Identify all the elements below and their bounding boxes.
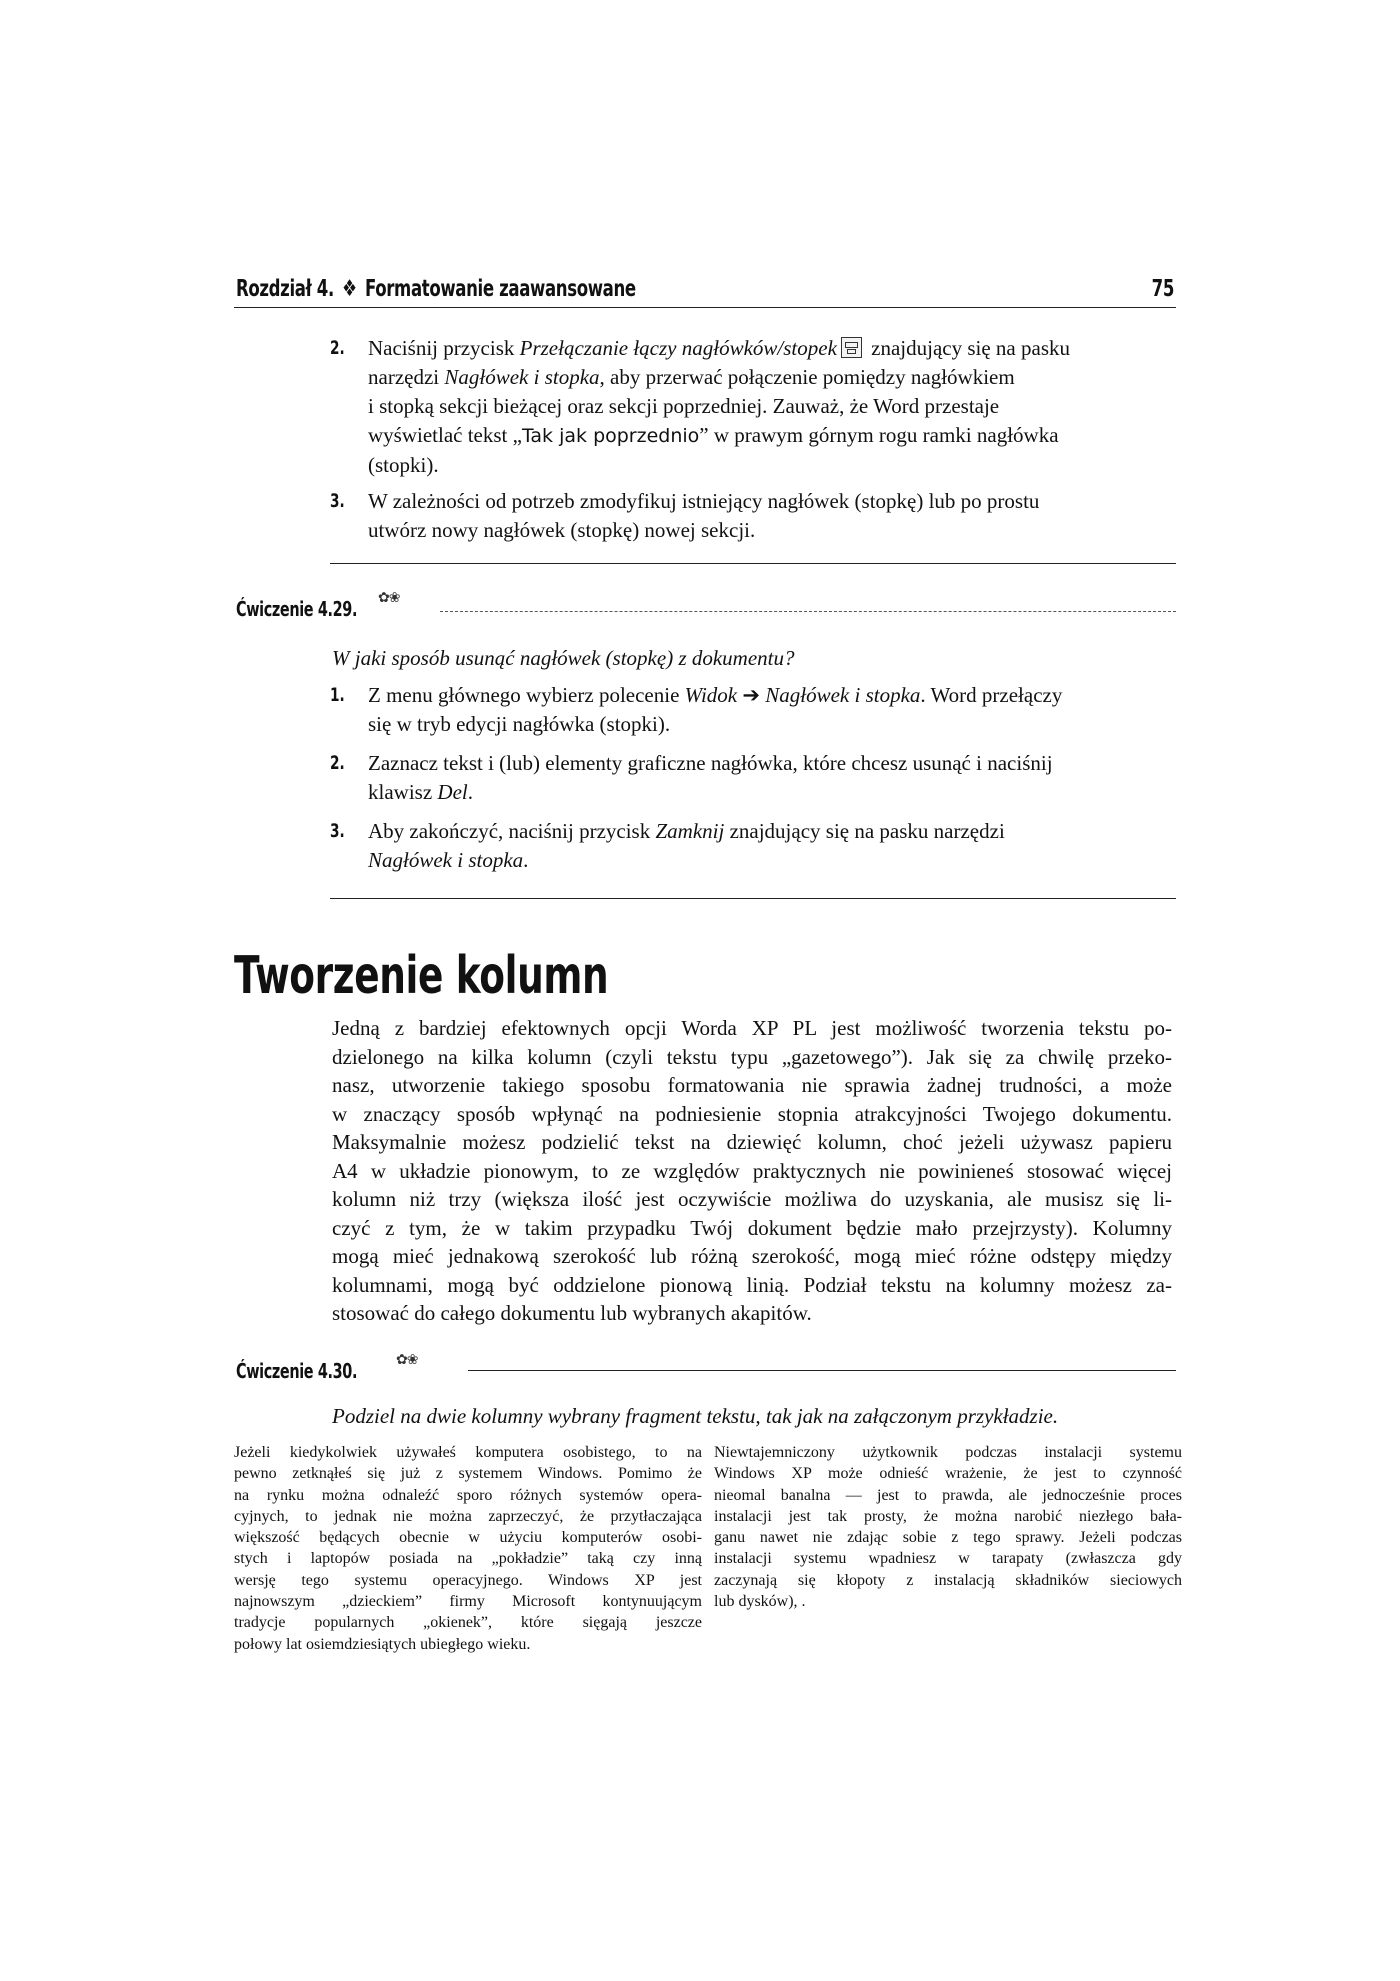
text-line: Naciśnij przycisk Przełączanie łączy nagłówków/stopek znajdujący się na pasku (368, 336, 1070, 360)
text-line: i stopką sekcji bieżącej oraz sekcji poprzedniej. Zauważ, że Word przestaje (368, 394, 1000, 418)
column-line: Jeżeli kiedykolwiek używałeś komputera osobistego, to na (234, 1444, 702, 1461)
ui-text: Tak jak poprzednio (521, 425, 700, 447)
link-header-footer-icon (841, 337, 862, 358)
step-number: 1. (330, 684, 345, 706)
text-line: klawisz Del. (368, 780, 473, 804)
italic-term: Del (437, 780, 468, 804)
text-line: (stopki). (368, 453, 439, 477)
text-line: W zależności od potrzeb zmodyfikuj istniejący nagłówek (stopkę) lub po prostu (368, 489, 1040, 513)
separator-icon: ❖ (342, 276, 357, 302)
column-line: instalacji jest tak prosty, że można narobić niezłego bała- (714, 1507, 1182, 1525)
step-number: 2. (330, 752, 345, 774)
paragraph-line: mogą mieć jednakową szerokość lub różną szerokość, mogą mieć różne odstępy między (332, 1244, 1172, 1268)
paragraph-line: dzielonego na kilka kolumn (czyli tekstu typu „gazetowego”). Jak się za chwilę przeko- (332, 1044, 1172, 1069)
exercise-rule (468, 1370, 1176, 1371)
exercise-label: Ćwiczenie 4.30. (236, 1359, 358, 1383)
step-item (330, 681, 1180, 739)
step-number: 3. (330, 820, 345, 842)
step-text (330, 334, 1180, 480)
step-item (330, 817, 1180, 875)
column-line: ganu nawet nie zdając sobie z tego sprawy. Jeżeli podczas (714, 1529, 1182, 1547)
paragraph-line: czyć z tym, że w takim przypadku Twój dokument będzie mało przejrzysty). Kolumny (332, 1215, 1172, 1240)
step-text (330, 817, 1180, 875)
column-line: Niewtajemniczony użytkownik podczas instalacji systemu (714, 1444, 1182, 1461)
exercise-question: Podziel na dwie kolumny wybrany fragment tekstu, tak jak na załączonym przykładzie. (332, 1404, 1059, 1428)
section-title: Tworzenie kolumn (234, 946, 609, 1006)
step-item (330, 487, 1180, 545)
text-line: Zaznacz tekst i (lub) elementy graficzne nagłówka, które chcesz usunąć i naciśnij (368, 751, 1053, 775)
text-line: wyświetlać tekst „Tak jak poprzednio” w prawym górnym rogu ramki nagłówka (368, 423, 1059, 447)
body-paragraph (332, 1014, 1172, 1328)
step-text (330, 681, 1180, 739)
column-line: najnowszym „dzieckiem” firmy Microsoft kontynuującym (234, 1593, 702, 1611)
paragraph-line: Maksymalnie możesz podzielić tekst na dziewięć kolumn, choć jeżeli używasz papieru (332, 1130, 1172, 1154)
column-line: pewno zetknąłeś się już z systemem Windows. Pomimo że (234, 1465, 702, 1483)
paragraph-line: kolumnami, mogą być oddzielone pionową linią. Podział tekstu na kolumny możesz za- (332, 1272, 1172, 1297)
text-line: utwórz nowy nagłówek (stopkę) nowej sekcji. (368, 518, 756, 542)
column-line: połowy lat osiemdziesiątych ubiegłego wieku. (234, 1635, 531, 1653)
column-line: zaczynają się kłopoty z instalacją składników sieciowych (714, 1571, 1182, 1589)
column-line: Windows XP może odnieść wrażenie, że jest to czynność (714, 1465, 1182, 1483)
text-line: się w tryb edycji nagłówka (stopki). (368, 712, 671, 736)
step-text (330, 749, 1180, 807)
column-line: nieomal banalna — jest to prawda, ale jednocześnie proces (714, 1486, 1182, 1504)
step-number: 2. (330, 337, 345, 359)
exercise-label: Ćwiczenie 4.29. (236, 597, 358, 621)
exercise-rule (440, 611, 1176, 612)
column-line: lub dysków), . (714, 1593, 806, 1611)
chapter-title: Formatowanie zaawansowane (364, 276, 636, 302)
column-line: cyjnych, to jednak nie można zaprzeczyć, że przytłaczająca (234, 1507, 702, 1525)
text-line: narzędzi Nagłówek i stopka, aby przerwać połączenie pomiędzy nagłówkiem (368, 365, 1015, 389)
step-item (330, 334, 1180, 480)
column-line: tradycje popularnych „okienek”, które sięgają jeszcze (234, 1614, 702, 1632)
divider-rule (330, 898, 1176, 899)
step-number: 3. (330, 490, 345, 512)
step-item (330, 749, 1180, 807)
ornament-icon: ✿❀ (396, 1353, 418, 1368)
column-line: stych i laptopów posiada na „pokładzie” taką czy inną (234, 1550, 702, 1568)
running-header (236, 276, 636, 302)
paragraph-line: stosować do całego dokumentu lub wybranych akapitów. (332, 1301, 812, 1325)
italic-term: Nagłówek i stopka (368, 848, 524, 872)
header-rule (234, 307, 1176, 308)
italic-term: Widok (684, 683, 738, 707)
example-column-right (714, 1442, 1182, 1612)
paragraph-line: kolumn niż trzy (większa ilość jest oczywiście możliwa do uzyskania, ale musisz się li- (332, 1187, 1172, 1211)
text-line: Z menu głównego wybierz polecenie Widok ➔ Nagłówek i stopka. Word przełączy (368, 683, 1063, 707)
page-number: 75 (1151, 276, 1174, 302)
italic-term: Nagłówek i stopka (765, 683, 921, 707)
column-line: instalacji systemu wpadniesz w tarapaty (zwłaszcza gdy (714, 1550, 1182, 1568)
paragraph-line: A4 w układzie pionowym, to ze względów praktycznych nie powinieneś stosować więcej (332, 1158, 1172, 1183)
paragraph-line: w znaczący sposób wpłynąć na podniesienie stopnia atrakcyjności Twojego dokumentu. (332, 1101, 1172, 1126)
chapter-label: Rozdział 4. (236, 276, 334, 302)
exercise-question: W jaki sposób usunąć nagłówek (stopkę) z dokumentu? (332, 646, 795, 670)
example-column-left (234, 1442, 702, 1655)
italic-term: Przełączanie łączy nagłówków/stopek (519, 336, 837, 360)
paragraph-line: Jedną z bardziej efektownych opcji Worda XP PL jest możliwość tworzenia tekstu po- (332, 1016, 1172, 1040)
column-line: większość będących obecnie w użyciu komputerów osobi- (234, 1529, 702, 1547)
ornament-icon: ✿❀ (378, 591, 400, 606)
italic-term: Zamknij (655, 819, 725, 843)
divider-rule (330, 563, 1176, 564)
column-line: wersję tego systemu operacyjnego. Windows XP jest (234, 1571, 702, 1589)
text-line: Nagłówek i stopka. (368, 848, 529, 872)
text-line: Aby zakończyć, naciśnij przycisk Zamknij znajdujący się na pasku narzędzi (368, 819, 1005, 843)
paragraph-line: nasz, utworzenie takiego sposobu formatowania nie sprawia żadnej trudności, a może (332, 1073, 1172, 1097)
italic-term: Nagłówek i stopka (444, 365, 600, 389)
step-text (330, 487, 1180, 545)
column-line: na rynku można odnaleźć sporo różnych systemów opera- (234, 1486, 702, 1504)
